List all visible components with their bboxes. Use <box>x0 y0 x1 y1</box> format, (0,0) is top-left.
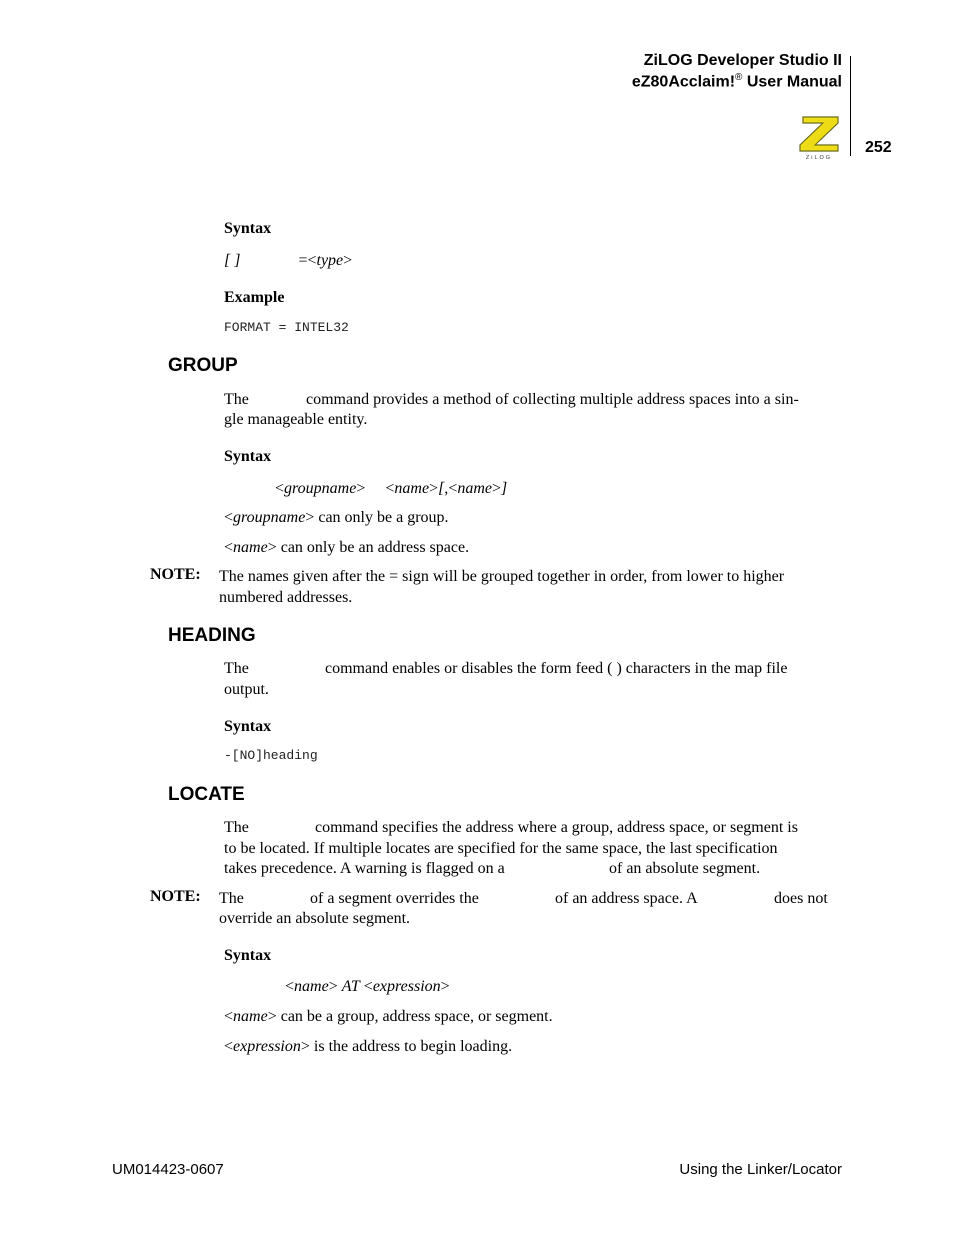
locate-desc-the: The <box>224 819 249 836</box>
group-note-line2: numbered addresses. <box>219 589 353 606</box>
zilog-logo-icon <box>797 113 842 161</box>
heading-syntax-label: Syntax <box>224 718 272 735</box>
heading-desc-line1: command enables or disables the form feed ( ) characters in the map file <box>325 660 788 677</box>
locate-name-desc: <name> can be a group, address space, or segment. <box>224 1008 553 1025</box>
group-note-label: NOTE: <box>150 566 201 583</box>
group-desc-the: The <box>224 391 249 408</box>
heading-heading: HEADING <box>168 625 256 646</box>
locate-note-part-b: of a segment overrides the <box>310 890 479 907</box>
group-syntax-label: Syntax <box>224 448 272 465</box>
heading-desc-line2: output. <box>224 681 269 698</box>
group-syntax-line: <groupname> <name>[,<name>] <box>275 480 508 497</box>
format-syntax-label: Syntax <box>224 220 272 237</box>
format-syntax-brackets: [ ] <box>224 252 241 269</box>
locate-desc-line2: to be located. If multiple locates are specified for the same space, the last specification <box>224 840 778 857</box>
heading-syntax-code: -[NO]heading <box>224 748 318 763</box>
locate-expression-desc: <expression> is the address to begin loading. <box>224 1038 513 1055</box>
svg-text:ZiLOG: ZiLOG <box>805 155 833 161</box>
locate-note-label: NOTE: <box>150 888 201 905</box>
locate-note-part-d: does not <box>774 890 828 907</box>
format-example-label: Example <box>224 289 285 306</box>
format-syntax-line <box>224 250 352 271</box>
locate-desc-line1: command specifies the address where a group, address space, or segment is <box>315 819 798 836</box>
group-note-line1: The names given after the = sign will be grouped together in order, from lower to higher <box>219 568 785 585</box>
format-syntax-type: =<type> <box>298 252 353 269</box>
group-desc-line1: command provides a method of collecting multiple address spaces into a sin- <box>306 391 799 408</box>
locate-heading: LOCATE <box>168 784 245 805</box>
manual-title-line1: ZiLOG Developer Studio II <box>643 52 842 69</box>
locate-note-part-a: The <box>219 890 244 907</box>
group-groupname-desc: <groupname> can only be a group. <box>224 509 449 526</box>
group-name-desc: <name> can only be an address space. <box>224 539 470 556</box>
product-name: eZ80Acclaim! <box>631 73 736 91</box>
manual-title-line2 <box>632 72 842 91</box>
locate-note-part-c: of an address space. A <box>555 890 698 907</box>
locate-syntax-line: <name> AT <expression> <box>285 978 450 995</box>
page-number: 252 <box>865 139 892 156</box>
format-example-code: FORMAT = INTEL32 <box>224 320 349 335</box>
locate-syntax-label: Syntax <box>224 947 272 964</box>
header-divider <box>850 56 851 156</box>
locate-note-line2: override an absolute segment. <box>219 910 411 927</box>
group-desc-line2: gle manageable entity. <box>224 411 368 428</box>
footer-chapter-title: Using the Linker/Locator <box>679 1161 842 1178</box>
registered-mark: ® <box>735 72 743 83</box>
group-heading: GROUP <box>168 355 238 376</box>
locate-desc-line3a: takes precedence. A warning is flagged on a <box>224 860 505 877</box>
manual-name: User Manual <box>742 73 842 91</box>
locate-desc-line3b: of an absolute segment. <box>609 860 761 877</box>
heading-desc-the: The <box>224 660 249 677</box>
footer-document-id: UM014423-0607 <box>112 1161 224 1178</box>
